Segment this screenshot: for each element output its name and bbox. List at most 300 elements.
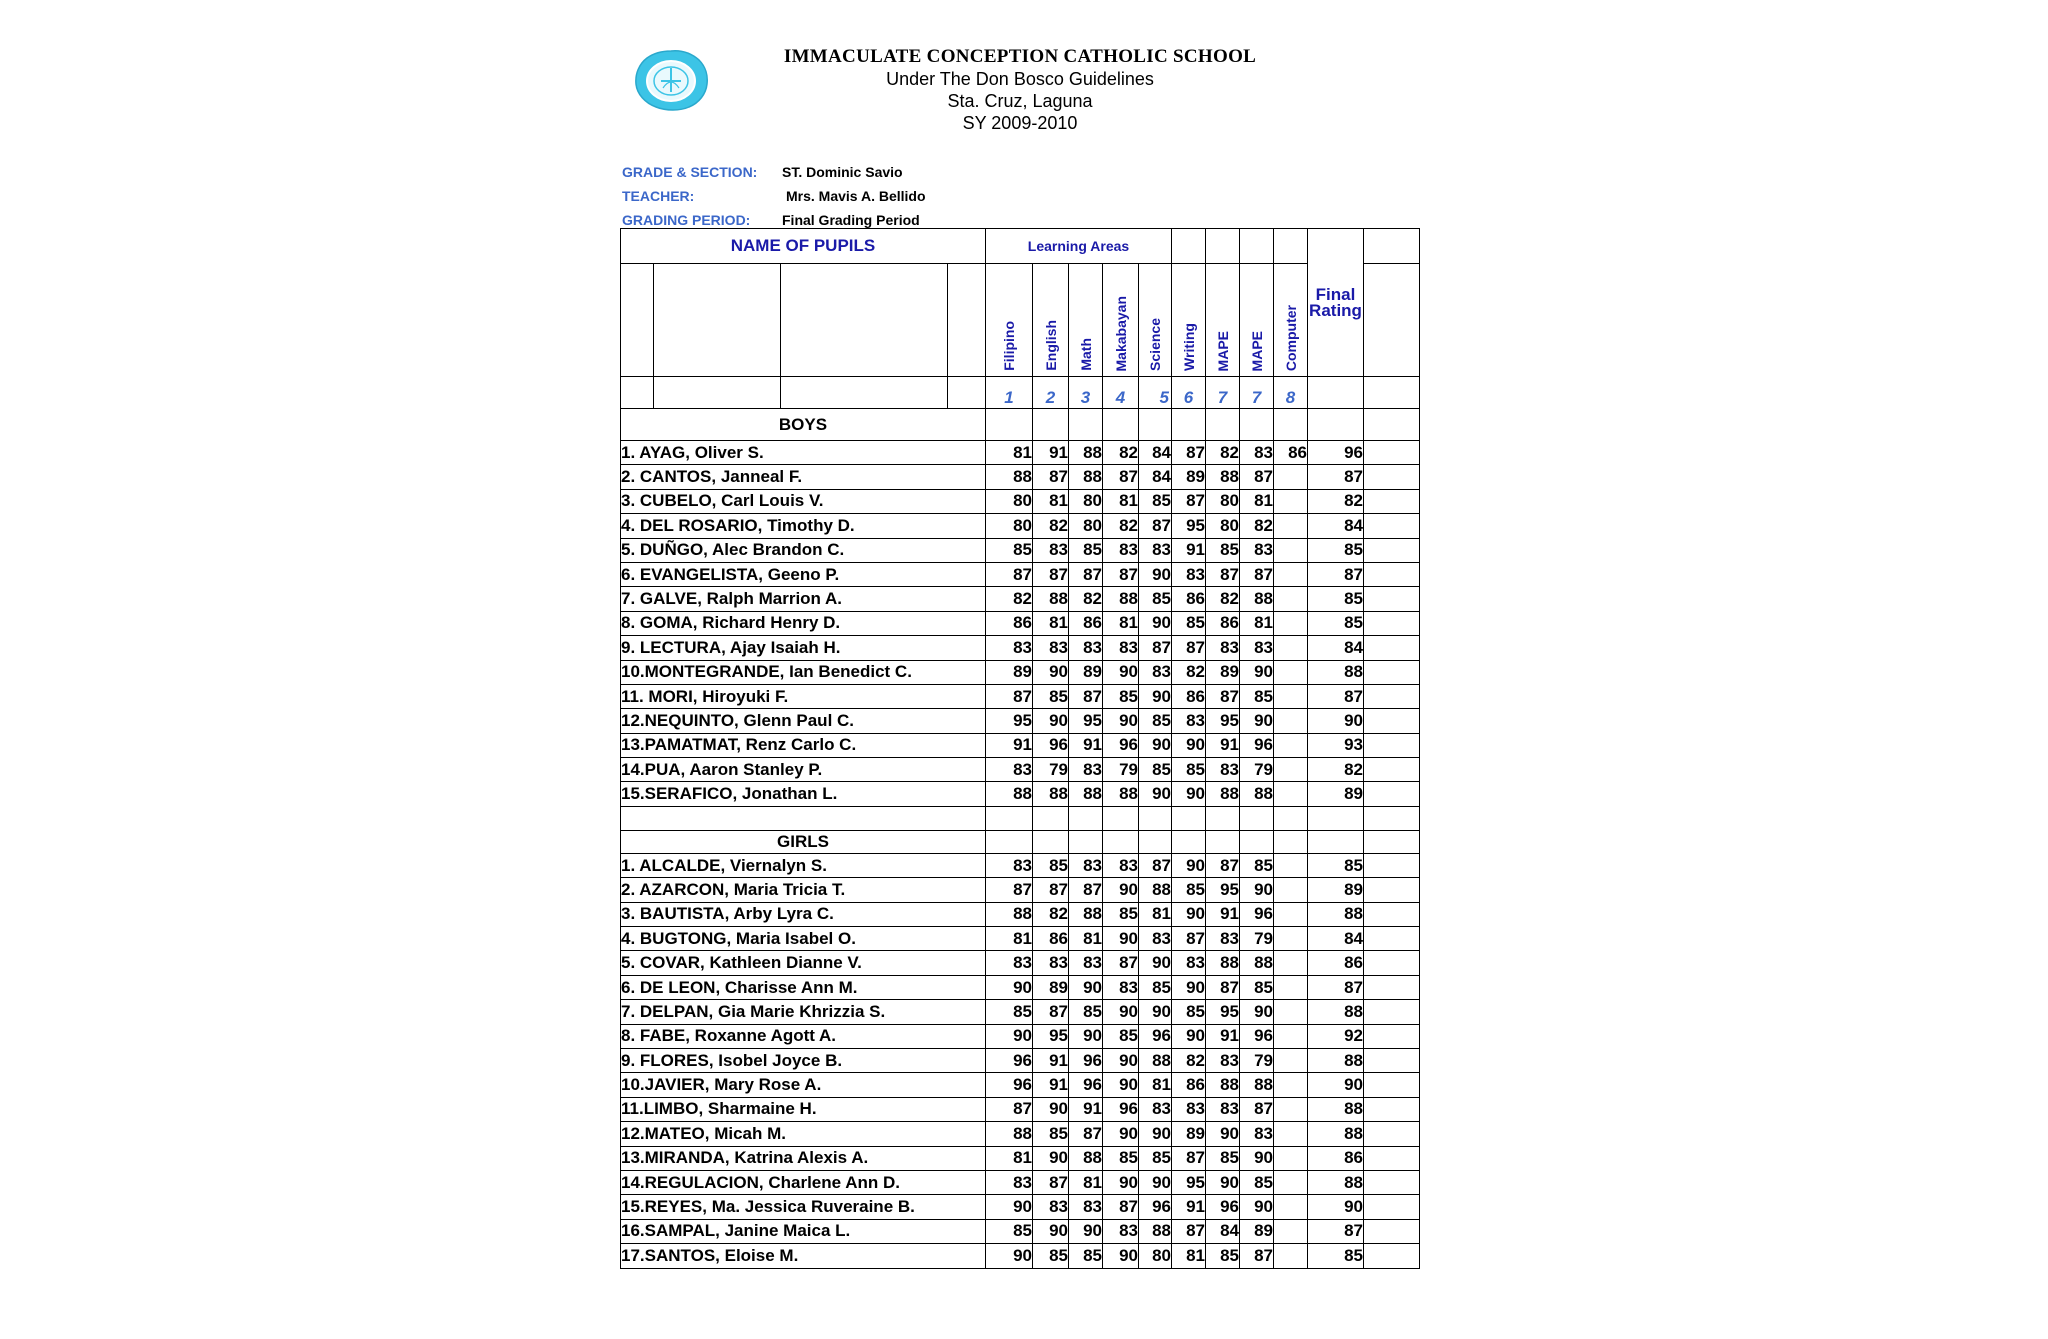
grade-cell: 87 — [1139, 636, 1172, 660]
final-rating-cell: 84 — [1308, 514, 1364, 538]
grade-cell: 87 — [1033, 1170, 1069, 1194]
teacher-label: TEACHER: — [622, 188, 695, 204]
grade-cell: 81 — [1069, 927, 1103, 951]
grade-cell: 90 — [1033, 709, 1069, 733]
grade-cell: 95 — [1069, 709, 1103, 733]
subject-header-4 — [1103, 264, 1139, 377]
grade-cell: 95 — [1206, 1000, 1240, 1024]
grade-cell: 86 — [1274, 441, 1308, 465]
grade-cell: 88 — [986, 782, 1033, 806]
table-row — [621, 538, 1420, 562]
table-row — [621, 489, 1420, 513]
grade-cell — [1274, 562, 1308, 586]
pupil-name: 17.SANTOS, Eloise M. — [621, 1244, 986, 1268]
grade-cell: 85 — [1172, 758, 1206, 782]
grade-cell: 83 — [1206, 927, 1240, 951]
pupil-name: 11.LIMBO, Sharmaine H. — [621, 1097, 986, 1121]
table-row — [621, 1000, 1420, 1024]
grade-cell: 86 — [1206, 611, 1240, 635]
pupil-name: 1. AYAG, Oliver S. — [621, 441, 986, 465]
final-rating-cell: 85 — [1308, 587, 1364, 611]
grade-cell — [1274, 1170, 1308, 1194]
grade-cell: 83 — [1103, 853, 1139, 877]
final-rating-cell: 88 — [1308, 660, 1364, 684]
grade-cell — [1274, 684, 1308, 708]
grade-cell: 81 — [1033, 611, 1069, 635]
grade-cell: 88 — [1240, 1073, 1274, 1097]
pupil-name: 12.NEQUINTO, Glenn Paul C. — [621, 709, 986, 733]
subject-index: 6 — [1172, 377, 1206, 409]
grade-cell: 79 — [1240, 1048, 1274, 1072]
grade-cell: 90 — [1103, 660, 1139, 684]
grade-cell — [1274, 465, 1308, 489]
grade-cell: 87 — [1240, 1244, 1274, 1268]
final-rating-header — [1308, 229, 1364, 377]
grade-cell: 90 — [1240, 1000, 1274, 1024]
grade-cell: 90 — [1103, 1073, 1139, 1097]
grade-cell: 96 — [1139, 1195, 1172, 1219]
grade-cell: 81 — [986, 1146, 1033, 1170]
grade-cell: 90 — [1069, 1219, 1103, 1243]
grade-cell: 90 — [986, 1195, 1033, 1219]
grade-cell: 89 — [1240, 1219, 1274, 1243]
grade-cell: 91 — [1206, 902, 1240, 926]
grade-cell: 87 — [1069, 1122, 1103, 1146]
grade-cell: 87 — [1103, 951, 1139, 975]
grade-cell: 91 — [986, 733, 1033, 757]
girls-section-label: GIRLS — [621, 830, 986, 853]
grade-cell: 88 — [1139, 1219, 1172, 1243]
grade-cell: 90 — [1139, 1000, 1172, 1024]
grade-cell — [1274, 951, 1308, 975]
grade-cell: 88 — [986, 465, 1033, 489]
pupil-name: 5. COVAR, Kathleen Dianne V. — [621, 951, 986, 975]
grade-cell: 87 — [1103, 1195, 1139, 1219]
grade-cell: 88 — [1206, 951, 1240, 975]
grade-cell: 85 — [1139, 1146, 1172, 1170]
table-row — [621, 660, 1420, 684]
grade-cell: 82 — [986, 587, 1033, 611]
name-of-pupils-header: NAME OF PUPILS — [621, 229, 986, 264]
teacher-value: Mrs. Mavis A. Bellido — [786, 188, 926, 204]
grade-cell: 83 — [986, 758, 1033, 782]
grade-cell: 81 — [1103, 489, 1139, 513]
grade-cell: 90 — [1139, 951, 1172, 975]
grades-table — [620, 228, 1420, 1269]
table-row — [621, 1195, 1420, 1219]
grade-section-label: GRADE & SECTION: — [622, 164, 758, 180]
grade-cell: 86 — [1172, 684, 1206, 708]
final-rating-cell: 85 — [1308, 611, 1364, 635]
final-rating-cell: 89 — [1308, 782, 1364, 806]
subject-label: Computer — [1282, 304, 1299, 371]
grade-cell: 83 — [1240, 441, 1274, 465]
grade-cell: 85 — [1069, 1000, 1103, 1024]
grade-cell: 87 — [1069, 684, 1103, 708]
grade-cell: 83 — [1206, 1048, 1240, 1072]
pupil-name: 15.REYES, Ma. Jessica Ruveraine B. — [621, 1195, 986, 1219]
pupil-name: 6. DE LEON, Charisse Ann M. — [621, 975, 986, 999]
final-rating-cell: 88 — [1308, 1048, 1364, 1072]
grade-cell: 95 — [1206, 878, 1240, 902]
grade-cell: 87 — [986, 684, 1033, 708]
school-year: SY 2009-2010 — [962, 113, 1078, 133]
grade-cell: 88 — [1139, 878, 1172, 902]
grade-cell: 90 — [1240, 709, 1274, 733]
grade-cell: 83 — [1069, 758, 1103, 782]
grade-cell: 83 — [1206, 1097, 1240, 1121]
grade-cell: 95 — [1206, 709, 1240, 733]
final-rating-cell: 90 — [1308, 1073, 1364, 1097]
grade-cell: 83 — [1240, 636, 1274, 660]
grade-cell: 83 — [1069, 1195, 1103, 1219]
grade-cell: 87 — [1206, 562, 1240, 586]
grade-cell — [1274, 1073, 1308, 1097]
grade-cell: 96 — [1033, 733, 1069, 757]
grade-cell: 91 — [1033, 441, 1069, 465]
grade-cell — [1274, 927, 1308, 951]
final-rating-cell: 87 — [1308, 562, 1364, 586]
grade-cell: 85 — [1172, 611, 1206, 635]
grade-cell: 90 — [1139, 782, 1172, 806]
grade-cell: 88 — [1069, 441, 1103, 465]
table-row — [621, 853, 1420, 877]
grade-cell — [1274, 1048, 1308, 1072]
table-row — [621, 902, 1420, 926]
grade-cell: 85 — [1103, 1024, 1139, 1048]
subject-index: 8 — [1274, 377, 1308, 409]
grade-cell: 96 — [1139, 1024, 1172, 1048]
grade-cell: 85 — [1033, 684, 1069, 708]
grade-cell: 91 — [1206, 1024, 1240, 1048]
table-row — [621, 1244, 1420, 1268]
table-row — [621, 684, 1420, 708]
grade-cell: 96 — [1206, 1195, 1240, 1219]
table-row — [621, 636, 1420, 660]
grade-cell: 85 — [1240, 975, 1274, 999]
grade-cell: 86 — [1033, 927, 1069, 951]
grade-cell: 89 — [1206, 660, 1240, 684]
grade-cell: 85 — [1139, 709, 1172, 733]
grade-cell — [1274, 587, 1308, 611]
subject-index: 5 — [1139, 377, 1172, 409]
grade-cell: 80 — [986, 489, 1033, 513]
grade-cell: 88 — [1240, 951, 1274, 975]
pupil-name: 10.MONTEGRANDE, Ian Benedict C. — [621, 660, 986, 684]
grade-cell: 90 — [1172, 975, 1206, 999]
grade-cell: 89 — [1033, 975, 1069, 999]
final-rating-cell: 90 — [1308, 1195, 1364, 1219]
grade-cell — [1274, 538, 1308, 562]
grade-cell: 83 — [1033, 636, 1069, 660]
grade-cell: 82 — [1033, 902, 1069, 926]
grade-cell: 89 — [986, 660, 1033, 684]
grade-cell: 88 — [1103, 587, 1139, 611]
table-row — [621, 441, 1420, 465]
grade-cell: 82 — [1103, 514, 1139, 538]
grade-cell: 85 — [1033, 1244, 1069, 1268]
subject-label: MAPE — [1248, 330, 1265, 371]
grade-cell: 87 — [1069, 562, 1103, 586]
grade-cell: 87 — [1103, 465, 1139, 489]
table-row — [621, 465, 1420, 489]
pupil-name: 15.SERAFICO, Jonathan L. — [621, 782, 986, 806]
grade-cell: 83 — [1206, 758, 1240, 782]
pupil-name: 7. GALVE, Ralph Marrion A. — [621, 587, 986, 611]
grade-cell — [1274, 1097, 1308, 1121]
grade-cell — [1274, 1244, 1308, 1268]
grade-cell: 83 — [1069, 636, 1103, 660]
grade-cell: 90 — [986, 1244, 1033, 1268]
grade-cell: 83 — [1103, 1219, 1139, 1243]
grade-cell — [1274, 758, 1308, 782]
final-rating-cell: 88 — [1308, 1122, 1364, 1146]
grade-cell: 81 — [1139, 1073, 1172, 1097]
grade-cell: 90 — [986, 975, 1033, 999]
grade-cell: 85 — [1103, 902, 1139, 926]
pupil-name: 1. ALCALDE, Viernalyn S. — [621, 853, 986, 877]
table-row — [621, 1170, 1420, 1194]
final-rating-cell: 92 — [1308, 1024, 1364, 1048]
grade-cell: 85 — [1103, 1146, 1139, 1170]
grade-cell: 80 — [1069, 514, 1103, 538]
grade-cell: 88 — [1206, 1073, 1240, 1097]
pupil-name: 3. CUBELO, Carl Louis V. — [621, 489, 986, 513]
grade-cell: 96 — [1103, 733, 1139, 757]
grade-cell: 79 — [1103, 758, 1139, 782]
grade-cell: 80 — [1069, 489, 1103, 513]
pupil-name: 4. DEL ROSARIO, Timothy D. — [621, 514, 986, 538]
grade-cell: 87 — [1172, 441, 1206, 465]
grade-cell: 96 — [1240, 733, 1274, 757]
grade-cell: 84 — [1139, 465, 1172, 489]
subject-label: Writing — [1180, 323, 1197, 371]
pupil-name: 16.SAMPAL, Janine Maica L. — [621, 1219, 986, 1243]
grade-cell: 88 — [986, 1122, 1033, 1146]
grade-cell: 90 — [1103, 1170, 1139, 1194]
grade-cell: 85 — [986, 1000, 1033, 1024]
final-rating-cell: 82 — [1308, 758, 1364, 782]
grade-cell: 79 — [1240, 927, 1274, 951]
final-rating-cell: 90 — [1308, 709, 1364, 733]
grade-cell: 87 — [1139, 853, 1172, 877]
table-row — [621, 758, 1420, 782]
grade-cell: 90 — [1139, 733, 1172, 757]
grade-cell: 96 — [1240, 902, 1274, 926]
grade-cell: 90 — [1103, 709, 1139, 733]
grade-cell — [1274, 1219, 1308, 1243]
final-rating-cell: 88 — [1308, 1097, 1364, 1121]
grade-cell: 96 — [986, 1048, 1033, 1072]
grade-cell: 85 — [1206, 538, 1240, 562]
grade-cell: 90 — [1033, 1146, 1069, 1170]
grade-cell: 83 — [1069, 853, 1103, 877]
grade-cell: 90 — [1240, 878, 1274, 902]
grade-cell: 89 — [1172, 465, 1206, 489]
grade-cell — [1274, 660, 1308, 684]
grade-cell: 86 — [1172, 1073, 1206, 1097]
grade-cell: 88 — [1103, 782, 1139, 806]
final-rating-cell: 87 — [1308, 684, 1364, 708]
grade-cell: 83 — [1206, 636, 1240, 660]
pupil-name: 8. GOMA, Richard Henry D. — [621, 611, 986, 635]
pupil-name: 8. FABE, Roxanne Agott A. — [621, 1024, 986, 1048]
grade-cell: 82 — [1103, 441, 1139, 465]
grade-cell: 90 — [1139, 611, 1172, 635]
grade-cell: 90 — [1069, 975, 1103, 999]
grade-cell: 91 — [1033, 1048, 1069, 1072]
grade-cell: 83 — [1172, 709, 1206, 733]
grade-cell: 81 — [1172, 1244, 1206, 1268]
subject-header-3 — [1069, 264, 1103, 377]
grade-cell: 88 — [1033, 587, 1069, 611]
boys-section-label: BOYS — [621, 409, 986, 441]
final-rating-cell: 82 — [1308, 489, 1364, 513]
grading-period-value: Final Grading Period — [782, 212, 920, 228]
pupil-name: 12.MATEO, Micah M. — [621, 1122, 986, 1146]
grade-cell: 82 — [1206, 441, 1240, 465]
grade-cell: 95 — [1033, 1024, 1069, 1048]
school-seal-icon — [633, 48, 709, 112]
grade-cell: 84 — [1206, 1219, 1240, 1243]
subject-index: 7 — [1240, 377, 1274, 409]
final-rating-line1: Final — [1315, 284, 1356, 304]
grade-cell: 87 — [1172, 927, 1206, 951]
table-row — [621, 733, 1420, 757]
subject-header-5 — [1139, 264, 1172, 377]
grade-cell: 83 — [1139, 538, 1172, 562]
grade-cell: 85 — [1103, 684, 1139, 708]
grade-cell: 96 — [1069, 1073, 1103, 1097]
grade-cell: 88 — [1240, 587, 1274, 611]
final-rating-cell: 93 — [1308, 733, 1364, 757]
pupil-name: 13.MIRANDA, Katrina Alexis A. — [621, 1146, 986, 1170]
grade-cell — [1274, 782, 1308, 806]
grade-cell: 88 — [1069, 782, 1103, 806]
grade-cell: 83 — [1033, 1195, 1069, 1219]
subject-index: 7 — [1206, 377, 1240, 409]
grade-cell: 85 — [1240, 684, 1274, 708]
grade-cell: 90 — [1172, 733, 1206, 757]
grade-cell: 96 — [1069, 1048, 1103, 1072]
grade-cell: 87 — [1206, 853, 1240, 877]
grade-cell — [1274, 489, 1308, 513]
grade-cell: 91 — [1033, 1073, 1069, 1097]
grade-cell: 90 — [1240, 1195, 1274, 1219]
grade-cell: 87 — [1103, 562, 1139, 586]
pupil-name: 11. MORI, Hiroyuki F. — [621, 684, 986, 708]
grade-cell: 88 — [1240, 782, 1274, 806]
pupil-name: 7. DELPAN, Gia Marie Khrizzia S. — [621, 1000, 986, 1024]
grade-cell: 90 — [1139, 1170, 1172, 1194]
grade-cell: 90 — [1103, 1122, 1139, 1146]
grade-cell: 90 — [1172, 1024, 1206, 1048]
grade-cell: 83 — [986, 951, 1033, 975]
grade-cell: 83 — [1172, 562, 1206, 586]
grade-cell: 90 — [1240, 1146, 1274, 1170]
final-rating-cell: 89 — [1308, 878, 1364, 902]
grade-cell: 95 — [986, 709, 1033, 733]
final-rating-cell: 85 — [1308, 538, 1364, 562]
grade-cell: 87 — [986, 562, 1033, 586]
grade-cell: 87 — [1172, 489, 1206, 513]
table-row — [621, 951, 1420, 975]
pupil-name: 9. FLORES, Isobel Joyce B. — [621, 1048, 986, 1072]
grade-cell: 81 — [1240, 489, 1274, 513]
grade-cell: 87 — [1033, 1000, 1069, 1024]
grade-cell: 90 — [1139, 562, 1172, 586]
grade-cell: 96 — [1103, 1097, 1139, 1121]
grade-cell: 87 — [1172, 1146, 1206, 1170]
grade-cell: 87 — [986, 1097, 1033, 1121]
pupil-name: 14.REGULACION, Charlene Ann D. — [621, 1170, 986, 1194]
table-row — [621, 1122, 1420, 1146]
grade-cell: 90 — [1033, 1219, 1069, 1243]
grade-cell: 83 — [1139, 927, 1172, 951]
pupil-name: 3. BAUTISTA, Arby Lyra C. — [621, 902, 986, 926]
pupil-name: 4. BUGTONG, Maria Isabel O. — [621, 927, 986, 951]
grade-cell: 83 — [1139, 1097, 1172, 1121]
table-row — [621, 878, 1420, 902]
grade-cell: 79 — [1033, 758, 1069, 782]
school-location: Sta. Cruz, Laguna — [947, 91, 1093, 111]
grade-cell: 96 — [986, 1073, 1033, 1097]
grade-cell: 85 — [1240, 853, 1274, 877]
grade-cell: 90 — [1103, 878, 1139, 902]
table-row — [621, 1073, 1420, 1097]
grade-cell: 96 — [1240, 1024, 1274, 1048]
table-row — [621, 1146, 1420, 1170]
learning-areas-header: Learning Areas — [986, 229, 1172, 264]
grade-cell: 90 — [1033, 1097, 1069, 1121]
grade-cell: 83 — [1139, 660, 1172, 684]
grade-cell: 82 — [1172, 660, 1206, 684]
final-rating-cell: 96 — [1308, 441, 1364, 465]
grade-cell: 90 — [1033, 660, 1069, 684]
grade-cell: 90 — [1103, 1000, 1139, 1024]
final-rating-cell: 86 — [1308, 951, 1364, 975]
pupil-name: 9. LECTURA, Ajay Isaiah H. — [621, 636, 986, 660]
grade-cell: 81 — [1103, 611, 1139, 635]
final-rating-cell: 85 — [1308, 1244, 1364, 1268]
grade-cell — [1274, 636, 1308, 660]
grade-section-value: ST. Dominic Savio — [782, 164, 903, 180]
grade-cell: 85 — [1139, 975, 1172, 999]
grade-cell: 80 — [1206, 514, 1240, 538]
grade-cell: 87 — [1033, 562, 1069, 586]
grade-cell: 81 — [1033, 489, 1069, 513]
grade-cell: 90 — [986, 1024, 1033, 1048]
final-rating-cell: 88 — [1308, 1000, 1364, 1024]
grade-cell: 83 — [1103, 636, 1139, 660]
final-rating-cell: 84 — [1308, 927, 1364, 951]
grade-cell: 87 — [1172, 636, 1206, 660]
grade-cell: 88 — [1206, 465, 1240, 489]
grade-cell: 83 — [1172, 951, 1206, 975]
grade-cell: 87 — [1033, 465, 1069, 489]
grade-cell: 90 — [1103, 1244, 1139, 1268]
grade-cell: 95 — [1172, 514, 1206, 538]
grade-cell: 87 — [1033, 878, 1069, 902]
grade-cell: 86 — [986, 611, 1033, 635]
final-rating-cell: 88 — [1308, 902, 1364, 926]
pupil-name: 6. EVANGELISTA, Geeno P. — [621, 562, 986, 586]
grade-cell: 91 — [1172, 538, 1206, 562]
final-rating-cell: 87 — [1308, 465, 1364, 489]
grade-cell: 87 — [1206, 684, 1240, 708]
table-row — [621, 562, 1420, 586]
grade-cell: 90 — [1206, 1122, 1240, 1146]
